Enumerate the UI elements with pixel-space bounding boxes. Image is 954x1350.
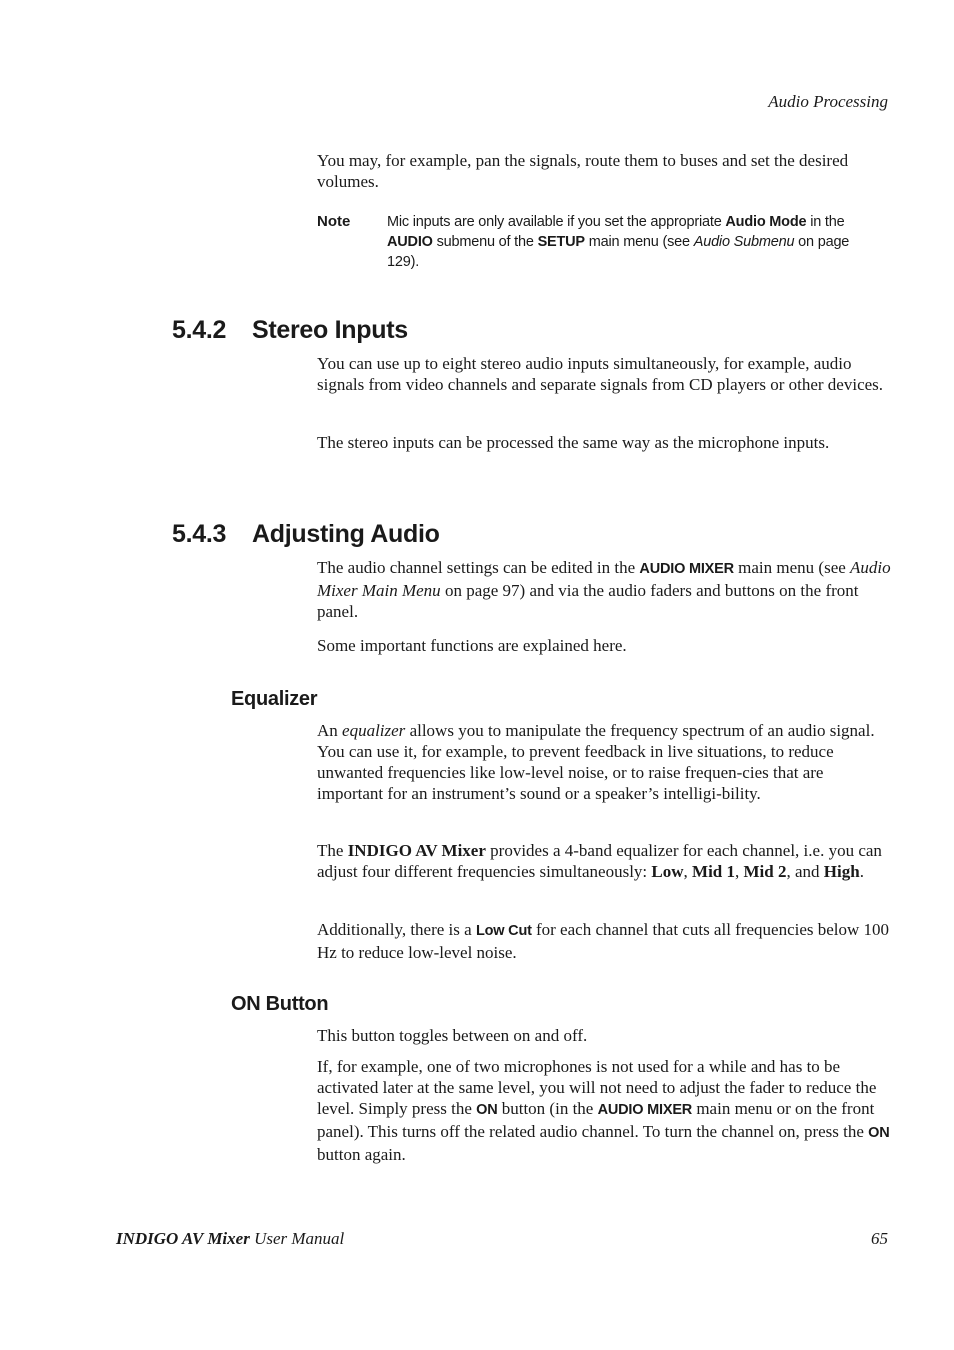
section-number: 5.4.2 [172, 316, 227, 344]
audio-mixer-menu-name: AUDIO MIXER [597, 1102, 693, 1118]
on-label: ON [476, 1102, 498, 1118]
low-cut-label: Low Cut [475, 923, 532, 939]
stereo-paragraph-1: You can use up to eight stereo audio inputs simultaneously, for example, audio signals from video channels and separate signals from CD players or other devices. [317, 354, 884, 394]
on-button-paragraph-2: If, for example, one of two microphones is not used for a while and has to be activated later at the same level, you will not need to adjust the fader to reduce the level. Simply press the ON button (in the AUDIO MIXER main menu or on the front panel). This turns off the related audio channel. To turn the channel on, press the ON button again. [317, 1057, 890, 1164]
note-setup: SETUP [537, 234, 585, 250]
on-label: ON [868, 1125, 890, 1141]
running-header: Audio Processing [768, 92, 888, 111]
adjusting-paragraph-2: Some important functions are explained here. [317, 636, 627, 655]
adjusting-paragraph-1: The audio channel settings can be edited in the AUDIO MIXER main menu (see Audio Mixer Main Menu on page 97) and via the audio faders and buttons on the front panel. [317, 558, 891, 621]
footer-title: INDIGO AV Mixer User Manual [116, 1229, 345, 1248]
subheading-equalizer: Equalizer [231, 688, 318, 710]
on-button-paragraph-1: This button toggles between on and off. [317, 1026, 588, 1045]
note-label: Note [317, 213, 351, 230]
equalizer-paragraph-3: Additionally, there is a Low Cut for each channel that cuts all frequencies below 100 Hz to reduce low-level noise. [317, 920, 890, 962]
audio-mixer-menu-name: AUDIO MIXER [639, 561, 734, 577]
note-audio-mode: Audio Mode [725, 214, 807, 230]
equalizer-paragraph-1: An equalizer allows you to manipulate the frequency spectrum of an audio signal. You can use it, for example, to prevent feedback in live situations, to reduce unwanted frequencies like low-level noise, or to raise frequen-cies that are important for an instrument’s sound or a speaker’s intelligi-bility. [317, 721, 875, 803]
note-link-audio-submenu: Audio Submenu [693, 234, 795, 250]
section-heading-stereo-inputs [172, 316, 408, 345]
section-number: 5.4.3 [172, 520, 227, 548]
link-audio-mixer-main-menu: Audio Mixer Main Menu [317, 558, 891, 600]
section-title: Stereo Inputs [252, 316, 408, 344]
intro-paragraph: You may, for example, pan the signals, route them to buses and set the desired volumes. [317, 151, 849, 191]
stereo-paragraph-2: The stereo inputs can be processed the same way as the microphone inputs. [317, 433, 830, 452]
section-title: Adjusting Audio [252, 520, 440, 548]
subheading-on-button: ON Button [231, 993, 329, 1015]
note-text: Mic inputs are only available if you set the appropriate Audio Mode in the AUDIO submenu of the SETUP main menu (see Audio Submenu on page 129). [387, 214, 850, 270]
section-heading-adjusting-audio [172, 520, 440, 549]
equalizer-paragraph-2: The INDIGO AV Mixer provides a 4-band equalizer for each channel, i.e. you can adjust four different frequencies simultaneously: Low, Mid 1, Mid 2, and High. [317, 841, 882, 881]
note-audio: AUDIO [387, 234, 433, 250]
page-number: 65 [871, 1229, 888, 1248]
